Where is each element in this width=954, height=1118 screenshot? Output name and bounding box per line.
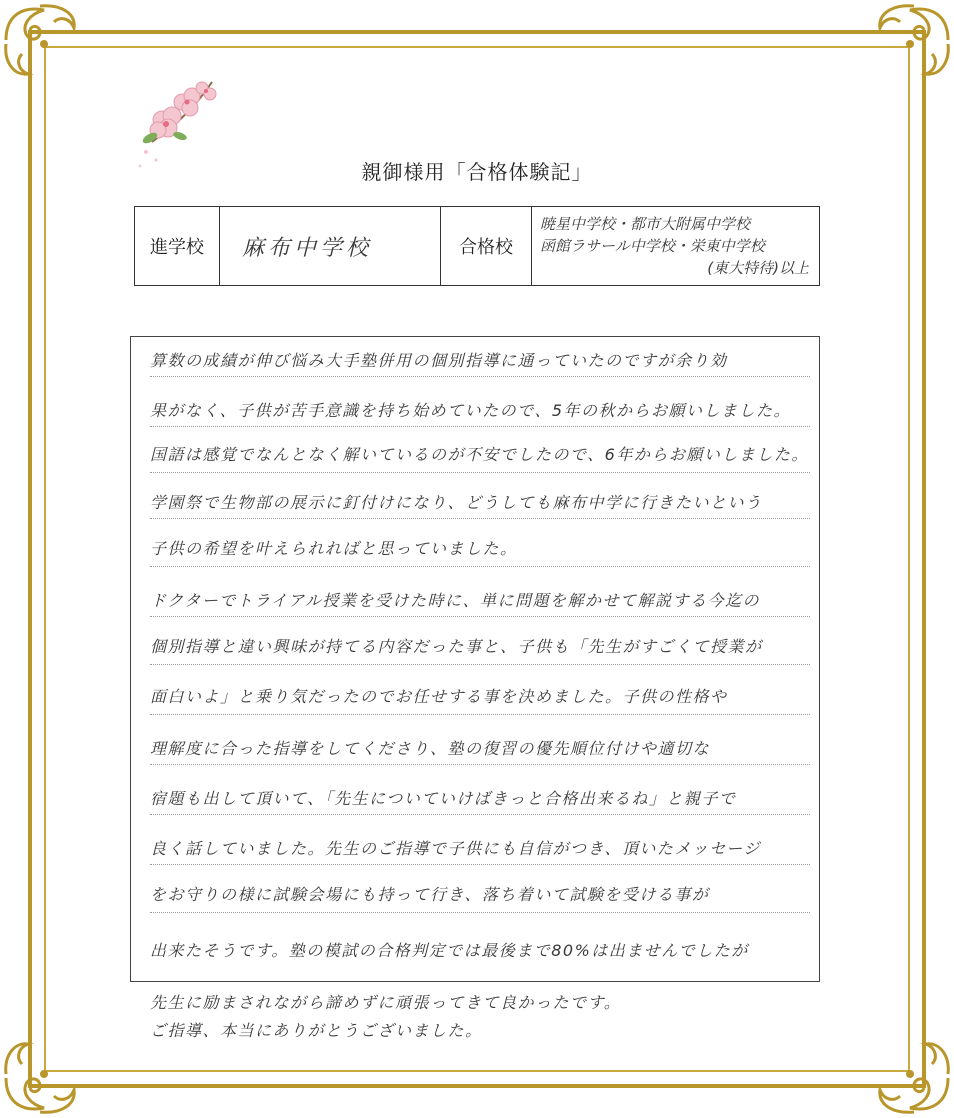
ornament-corner-icon — [864, 1028, 954, 1118]
essay-line: 理解度に合った指導をしてくださり、塾の復習の優先順位付けや適切な — [150, 739, 711, 758]
ruled-line — [150, 864, 810, 865]
enrolled-label: 進学校 — [135, 207, 220, 286]
essay-line: 先生に励まされながら諦めずに頑張ってきて良かったです。 — [150, 993, 622, 1012]
ruled-line — [150, 714, 810, 715]
essay-line: 面白いよ」と乗り気だったのでお任せする事を決めました。子供の性格や — [150, 687, 728, 706]
ruled-line — [150, 566, 810, 567]
essay-line: 個別指導と違い興味が持てる内容だった事と、子供も「先生がすごくて授業が — [150, 637, 763, 656]
ruled-line — [150, 814, 810, 815]
essay-line: をお守りの様に試験会場にも持って行き、落ち着いて試験を受ける事が — [150, 885, 710, 904]
school-table — [134, 206, 820, 286]
ornament-corner-icon — [0, 0, 90, 90]
essay-line: ドクターでトライアル授業を受けた時に、単に問題を解かせて解説する今迄の — [150, 591, 760, 610]
essay-line: 宿題も出して頂いて、「先生についていけばきっと合格出来るね」と親子で — [150, 789, 737, 808]
ornament-corner-icon — [0, 1028, 90, 1118]
passed-school-line: (東大特待)以上 — [707, 259, 809, 277]
essay-line: 算数の成績が伸び悩み大手塾併用の個別指導に通っていたのですが余り効 — [150, 351, 728, 370]
ruled-line — [150, 664, 810, 665]
essay-line: ご指導、本当にありがとうございました。 — [150, 1021, 483, 1040]
page-title: 親御様用「合格体験記」 — [361, 160, 593, 184]
passed-label: 合格校 — [441, 207, 532, 286]
ornament-corner-icon — [864, 0, 954, 90]
ruled-line — [150, 616, 810, 617]
essay-line: 良く話していました。先生のご指導で子供にも自信がつき、頂いたメッセージ — [150, 839, 761, 858]
essay-line: 出来たそうです。塾の模試の合格判定では最後まで80%は出ませんでしたが — [150, 941, 749, 960]
essay-line: 果がなく、子供が苦手意識を持ち始めていたので、5年の秋からお願いしました。 — [150, 401, 792, 420]
essay-line: 子供の希望を叶えられればと思っていました。 — [150, 539, 518, 558]
essay-line: 学園祭で生物部の展示に釘付けになり、どうしても麻布中学に行きたいという — [150, 493, 763, 512]
passed-school-line: 函館ラサール中学校・栄東中学校 — [540, 237, 765, 255]
essay-line: 国語は感覚でなんとなく解いているのが不安でしたので、6年からお願いしました。 — [150, 445, 809, 464]
passed-schools — [532, 207, 820, 286]
ruled-line — [150, 912, 810, 913]
ruled-line — [150, 472, 810, 473]
ruled-line — [150, 518, 810, 519]
ruled-line — [150, 376, 810, 377]
ruled-line — [150, 764, 810, 765]
passed-school-line: 暁星中学校・都市大附属中学校 — [540, 215, 751, 233]
ruled-line — [150, 426, 810, 427]
enrolled-school: 麻布中学校 — [220, 207, 441, 286]
